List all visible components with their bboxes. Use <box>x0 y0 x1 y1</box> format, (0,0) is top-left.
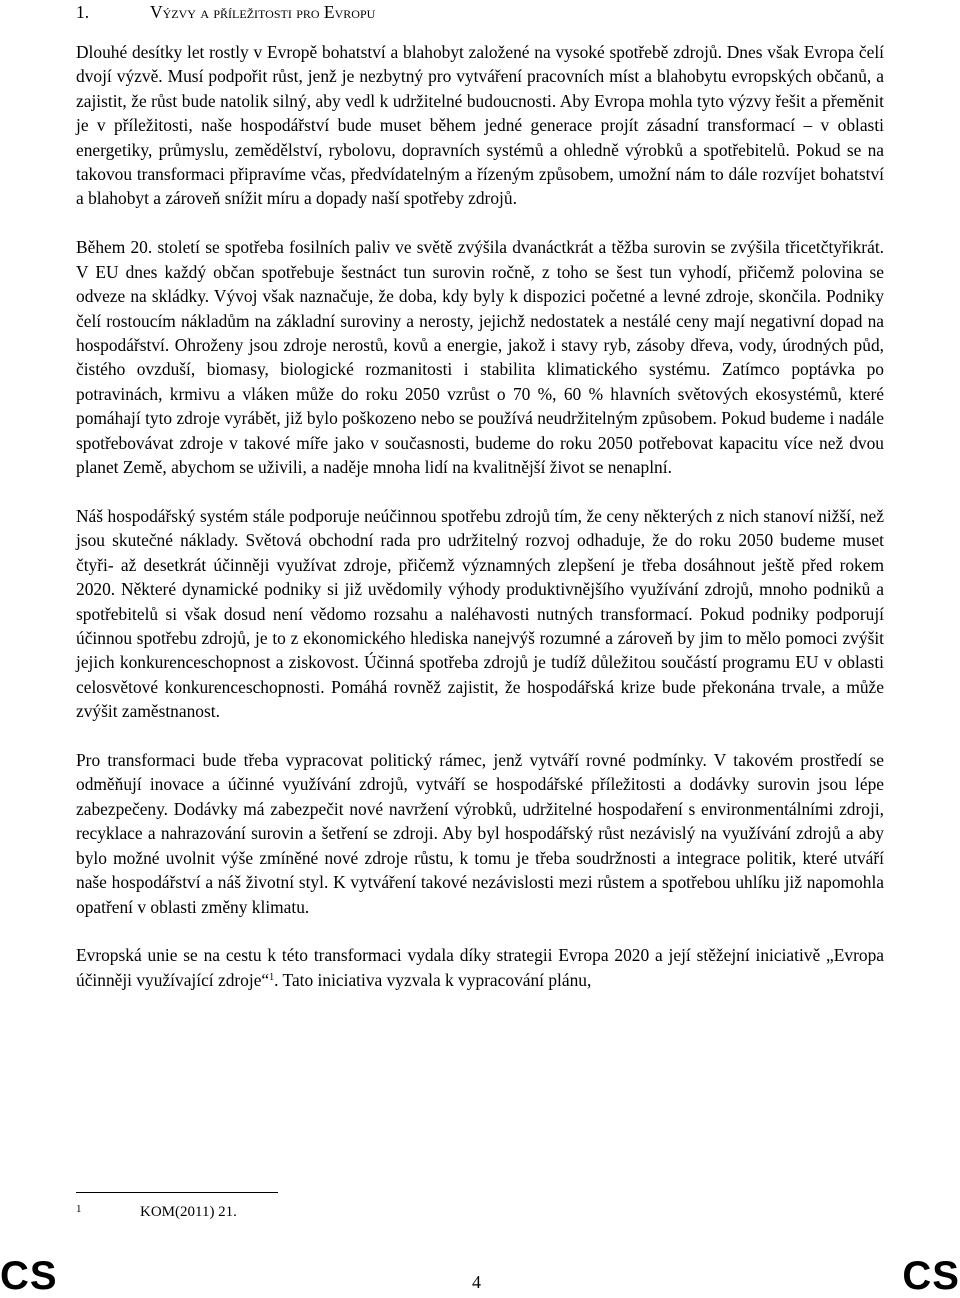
paragraph-5 <box>76 943 884 992</box>
footer-language-code-right: CS <box>902 1254 960 1298</box>
footer-language-code-left: CS <box>0 1254 58 1298</box>
footnote-text: KOM(2011) 21. <box>140 1204 237 1220</box>
page-number: 4 <box>472 1272 481 1292</box>
paragraph-4: Pro transformaci bude třeba vypracovat politický rámec, jenž vytváří rovné podmínky. V takovém prostředí se odměňují inovace a účinné využívání zdrojů, vytváří se hospodářské příležitosti a dodávky surovin jsou lépe zabezpečeny. Dodávky má zabezpečit nové navržení výrobků, udržitelné hospodaření s environmentálními zdroji, recyklace a nahrazování surovin a šetření se zdroji. Aby byl hospodářský růst nezávislý na využívání zdrojů a aby bylo možné uvolnit výše zmíněné nové zdroje růstu, k tomu je třeba soudržnosti a integrace politik, které utváří naše hospodářství a náš životní styl. K vytváření takové nezávislosti mezi růstem a spotřebou uhlíku již napomohla opatření v oblasti změny klimatu. <box>76 750 884 917</box>
paragraph-5-text-end: . Tato iniciativa vyzvala k vypracování plánu, <box>274 969 592 990</box>
paragraph-5-text-start: Evropská unie se na cestu k této transformaci vydala díky strategii Evropa 2020 a její stěžejní iniciativě „Evropa účinněji využívající zdroje“ <box>76 945 884 990</box>
body-text <box>76 40 884 1017</box>
section-number: 1. <box>76 2 90 22</box>
paragraph-1: Dlouhé desítky let rostly v Evropě bohatství a blahobyt založené na vysoké spotřebě zdrojů. Dnes však Evropa čelí dvojí výzvě. Musí podpořit růst, jenž je nezbytný pro vytváření pracovních míst a blahobytu evropských občanů, a zajistit, že růst bude natolik silný, aby vedl k udržitelné budoucnosti. Aby Evropa mohla tyto výzvy řešit a přeměnit je v příležitosti, naše hospodářství bude muset během jedné generace projít zásadní transformací – v oblasti energetiky, průmyslu, zemědělství, rybolovu, dopravních systémů a ohledně výrobků a spotřebitelů. Pokud se na takovou transformaci připravíme včas, předvídatelným a řízeným způsobem, umožní nám to dále rozvíjet bohatství a blahobyt a zároveň snížit míru a dopady naší spotřeby zdrojů. <box>76 42 884 209</box>
paragraph-2: Během 20. století se spotřeba fosilních paliv ve světě zvýšila dvanáctkrát a těžba surovin se zvýšila třicetčtyřikrát. V EU dnes každý občan spotřebuje šestnáct tun surovin ročně, z toho se šest tun vyhodí, přičemž polovina se odveze na skládky. Vývoj však naznačuje, že doba, kdy byly k dispozici početné a levné zdroje, skončila. Podniky čelí rostoucím nákladům na základní suroviny a nerosty, jejichž nedostatek a nestálé ceny mají negativní dopad na hospodářství. Ohroženy jsou zdroje nerostů, kovů a energie, jakož i stavy ryb, zásoby dřeva, vody, úrodných půd, čistého ovzduší, biomasy, biologické rozmanitosti i stabilita klimatického systému. Zatímco poptávka po potravinách, krmivu a vláken může do roku 2050 vzrůst o 70 %, 60 % hlavních světových ekosystémů, které pomáhají tyto zdroje vyrábět, již bylo poškozeno nebo se používá neudržitelným způsobem. Pokud budeme i nadále spotřebovávat zdroje v takové míře jako v současnosti, budeme do roku 2050 potřebovat kapacitu více než dvou planet Země, abychom se uživili, a naděje mnoha lidí na kvalitnější život se nenaplní. <box>76 237 884 477</box>
footnote-number: 1 <box>76 1203 82 1215</box>
paragraph-3: Náš hospodářský systém stále podporuje neúčinnou spotřebu zdrojů tím, že ceny některých z nich stanoví nižší, než jsou skutečné náklady. Světová obchodní rada pro udržitelný rozvoj odhaduje, že do roku 2050 budeme muset čtyři- až desetkrát účinněji využívat zdroje, přičemž významných zlepšení je třeba dosáhnout ještě před rokem 2020. Některé dynamické podniky si již uvědomily výhody produktivnějšího využívání zdrojů, mnoho podniků a spotřebitelů si však dosud není vědomo rozsahu a naléhavosti nutných transformací. Pokud podniky podporují účinnou spotřebu zdrojů, je to z ekonomického hlediska nanejvýš rozumné a zároveň by jim to mělo pomoci zvýšit jejich konkurenceschopnost a ziskovost. Účinná spotřeba zdrojů je tudíž důležitou součástí programu EU v oblasti celosvětové konkurenceschopnosti. Pomáhá rovněž zajistit, že hospodářská krize bude překonána trvale, a může zvýšit zaměstnanost. <box>76 505 884 722</box>
footnote-reference[interactable]: 1 <box>269 971 275 983</box>
section-title: Výzvy a příležitosti pro Evropu <box>150 2 376 22</box>
footnote-separator <box>76 1192 278 1193</box>
